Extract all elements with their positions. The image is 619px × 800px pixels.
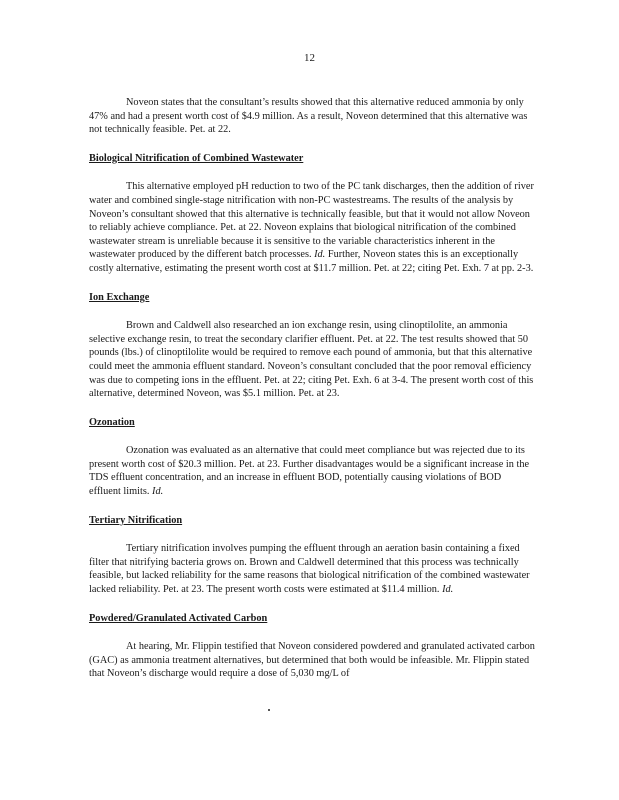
citation-id: Id. bbox=[442, 584, 454, 596]
paragraph-activated-carbon bbox=[89, 640, 535, 681]
citation-id: Id. bbox=[314, 249, 326, 261]
citation-id: Id. bbox=[152, 486, 164, 498]
document-body bbox=[89, 96, 535, 681]
heading-tertiary-nitrification: Tertiary Nitrification bbox=[89, 514, 183, 526]
paragraph-text: Brown and Caldwell also researched an ion exchange resin, using clinoptilolite, an ammonia selective exchange resin, to treat the secondary clarifier effluent. Pet. at 22. The test results showed that 50 pounds (lbs.) of clinoptilolite would be required to remove each pound of ammonia, but that this alternative could meet the ammonia effluent standard. Noveon’s consultant concluded that the poor removal efficiency was due to competing ions in the effluent. Pet. at 22; citing Pet. Exh. 6 at 3-4. The present worth cost of this alternative, determined Noveon, was $5.1 million. Pet. at 23. bbox=[89, 320, 534, 400]
heading-ion-exchange: Ion Exchange bbox=[89, 291, 150, 303]
paragraph-ozonation bbox=[89, 444, 535, 498]
paragraph-text: At hearing, Mr. Flippin testified that Noveon considered powdered and granulated activated carbon (GAC) as ammonia treatment alternatives, but determined that both would be infeasible. Mr. Flippin stated that Noveon’s discharge would require a dose of 5,030 mg/L of bbox=[89, 641, 535, 680]
page-number: 12 bbox=[304, 52, 315, 64]
paragraph-text: This alternative employed pH reduction to two of the PC tank discharges, then the addition of river water and combined single-stage nitrification with non-PC wastestreams. The results of the analysis by Noveon’s consultant showed that this alternative is technically feasible, but that it would not allow Noveon to reliably achieve compliance. Pet. at 22. Noveon explains that biological nitrification of the combined wastewater stream is unreliable because it is sensitive to the variable characteristics inherent in the wastewater produced by the different batch processes. bbox=[89, 181, 534, 261]
scan-speck bbox=[268, 709, 270, 711]
paragraph-biological-nitrification bbox=[89, 180, 535, 275]
heading-activated-carbon: Powdered/Granulated Activated Carbon bbox=[89, 612, 268, 624]
heading-ozonation: Ozonation bbox=[89, 416, 135, 428]
paragraph-text: Further, Noveon states this is an exceptionally costly alternative, estimating the present worth cost at $11.7 million. Pet. at 22; citing Pet. Exh. 7 at pp. 2-3. bbox=[89, 249, 534, 274]
paragraph-text: Noveon states that the consultant’s results showed that this alternative reduced ammonia by only 47% and had a present worth cost of $4.9 million. As a result, Noveon determined that this alternative was not technically feasible. Pet. at 22. bbox=[89, 97, 528, 136]
heading-biological-nitrification: Biological Nitrification of Combined Wastewater bbox=[89, 152, 304, 164]
paragraph-text: Ozonation was evaluated as an alternative that could meet compliance but was rejected due to its present worth cost of $20.3 million. Pet. at 23. Further disadvantages would be a significant increase in the TDS effluent concentration, and an increase in effluent BOD, potentially causing violations of BOD effluent limits. bbox=[89, 445, 530, 498]
paragraph-tertiary-nitrification bbox=[89, 542, 535, 596]
paragraph-intro bbox=[89, 96, 535, 137]
paragraph-text: Tertiary nitrification involves pumping the effluent through an aeration basin containing a fixed filter that nitrifying bacteria grows on. Brown and Caldwell determined that this process was technically feasible, but lacked reliability for the same reasons that biological nitrification of the combined wastewater lacked reliability. Pet. at 23. The present worth costs were estimated at $11.4 million. bbox=[89, 543, 530, 596]
paragraph-ion-exchange bbox=[89, 319, 535, 401]
